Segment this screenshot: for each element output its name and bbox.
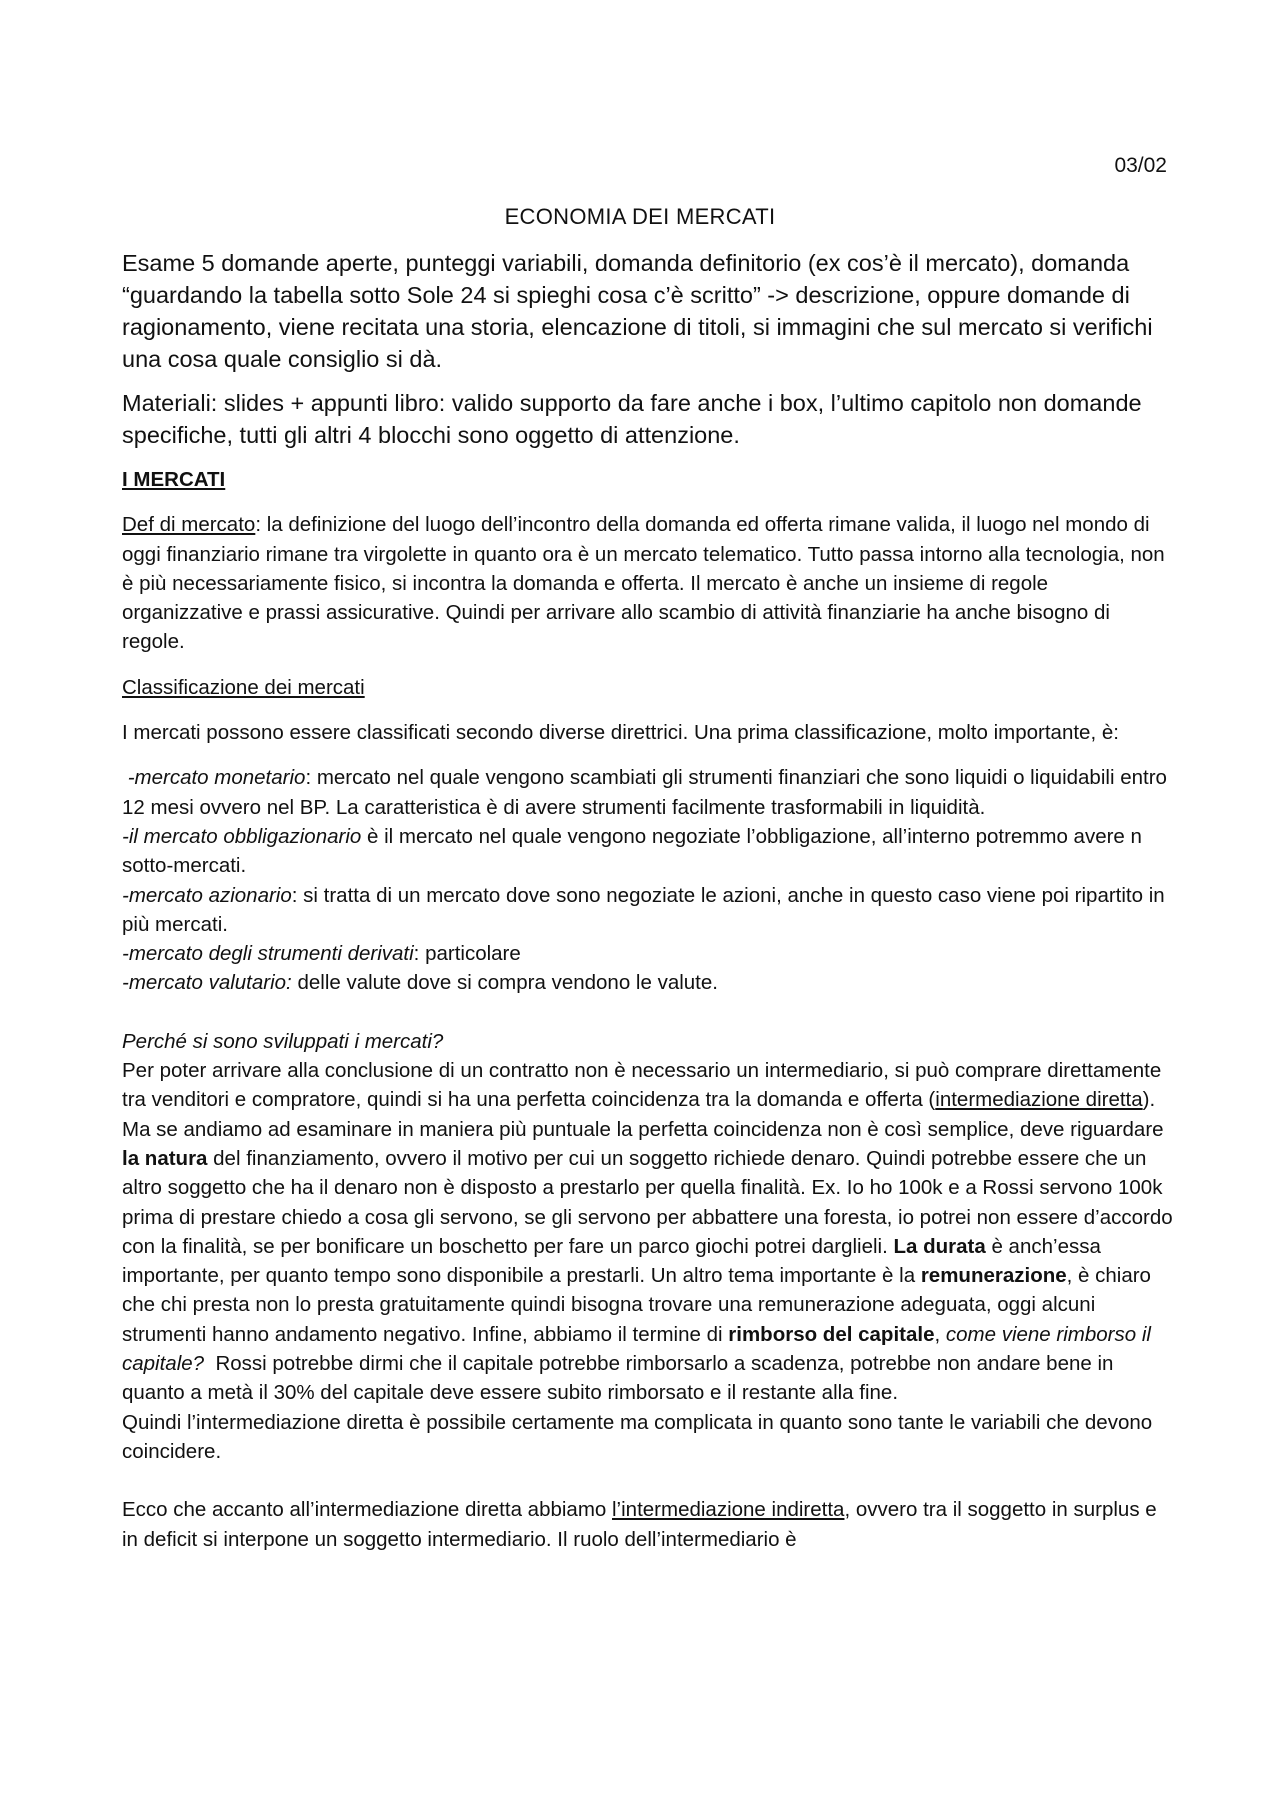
- date: 03/02: [1114, 154, 1167, 177]
- list-item: -il mercato obbligazionario è il mercato nel quale vengono negoziate l’obbligazione, all’interno potremmo avere n sotto-mercati.: [122, 824, 1142, 878]
- market-term: -mercato monetario: [127, 766, 306, 790]
- direct-intermediation-term: intermediazione diretta: [935, 1088, 1143, 1112]
- section-heading: I MERCATI: [122, 468, 226, 491]
- conclusion-paragraph: Quindi l’intermediazione diretta è possibile certamente ma complicata in quanto sono tante le variabili che devono coincidere.: [122, 1410, 1153, 1463]
- indirect-paragraph: Ecco che accanto all’intermediazione diretta abbiamo l’intermediazione indiretta, ovvero tra il soggetto in surplus e in deficit si interpone un soggetto intermediario. Il ruolo dell’intermediario è: [122, 1498, 1157, 1551]
- market-list: [122, 763, 1174, 997]
- market-term: -il mercato obbligazionario: [122, 824, 362, 848]
- document-body: [122, 247, 1174, 1554]
- list-item: -mercato azionario: si tratta di un mercato dove sono negoziate le azioni, anche in questo caso viene poi ripartito in più mercati.: [122, 883, 1165, 936]
- why-paragraph: Per poter arrivare alla conclusione di un contratto non è necessario un intermediario, si può comprare direttamente tra venditori e compratore, quindi si ha una perfetta coincidenza tra la domanda e offerta (intermediazione diretta). Ma se andiamo ad esaminare in maniera più puntuale la perfetta coincidenza non è così semplice, deve riguardare la natura del finanziamento, ovvero il motivo per cui un soggetto richiede denaro. Quindi potrebbe essere che un altro soggetto che ha il denaro non è disposto a prestarlo per quella finalità. Ex. Io ho 100k e a Rossi servono 100k prima di prestare chiedo a cosa gli servono, se gli servono per abbattere una foresta, io potrei non essere d’accordo con la finalità, se per bonificare un boschetto per fare un parco giochi potrei darglieli. La durata è anch’essa importante, per quanto tempo sono disponibile a prestarli. Un altro tema importante è la remunerazione, è chiaro che chi presta non lo presta gratuitamente quindi bisogna trovare una remunerazione adeguata, oggi alcuni strumenti hanno andamento negativo. Infine, abbiamo il termine di rimborso del capitale, come viene rimborso il capitale? Rossi potrebbe dirmi che il capitale potrebbe rimborsarlo a scadenza, potrebbe non andare bene in quanto a metà il 30% del capitale deve essere subito rimborsato e il restante alla fine.: [122, 1059, 1173, 1405]
- list-item: -mercato monetario: mercato nel quale vengono scambiati gli strumenti finanziari che sono liquidi o liquidabili entro 12 mesi ovvero nel BP. La caratteristica è di avere strumenti facilmente trasformabili in liquidità.: [122, 766, 1167, 819]
- document-title: ECONOMIA DEI MERCATI: [504, 204, 776, 229]
- list-item: -mercato degli strumenti derivati: particolare: [122, 942, 521, 966]
- definition-label: Def di mercato: [122, 513, 256, 537]
- why-question: Perché si sono sviluppati i mercati?: [122, 1029, 444, 1053]
- classification-heading: Classificazione dei mercati: [122, 675, 365, 699]
- indirect-intermediation-term: l’intermediazione indiretta: [612, 1498, 845, 1522]
- definition-paragraph: [122, 510, 1174, 656]
- classification-intro: I mercati possono essere classificati secondo diverse direttrici. Una prima classificazione, molto importante, è:: [122, 721, 1119, 745]
- market-term: -mercato azionario: [122, 883, 292, 907]
- materials-paragraph: Materiali: slides + appunti libro: valido supporto da fare anche i box, l’ultimo capitolo non domande specifiche, tutti gli altri 4 blocchi sono oggetto di attenzione.: [122, 390, 1142, 448]
- market-term: -mercato valutario:: [122, 971, 292, 995]
- exam-paragraph: Esame 5 domande aperte, punteggi variabili, domanda definitorio (ex cos’è il mercato), domanda “guardando la tabella sotto Sole 24 si spieghi cosa c’è scritto” -> descrizione, oppure domande di ragionamento, viene recitata una storia, elencazione di titoli, si immagini che sul mercato si verifichi una cosa quale consiglio si dà.: [122, 250, 1153, 372]
- definition-text: : la definizione del luogo dell’incontro della domanda ed offerta rimane valida, il luogo nel mondo di oggi finanziario rimane tra virgolette in quanto ora è un mercato telematico. Tutto passa intorno alla tecnologia, non è più necessariamente fisico, si incontra la domanda e offerta. Il mercato è anche un insieme di regole organizzative e prassi assicurative. Quindi per arrivare allo scambio di attività finanziarie ha anche bisogno di regole.: [122, 513, 1165, 654]
- list-item: -mercato valutario: delle valute dove si compra vendono le valute.: [122, 971, 718, 995]
- market-term: -mercato degli strumenti derivati: [122, 942, 414, 966]
